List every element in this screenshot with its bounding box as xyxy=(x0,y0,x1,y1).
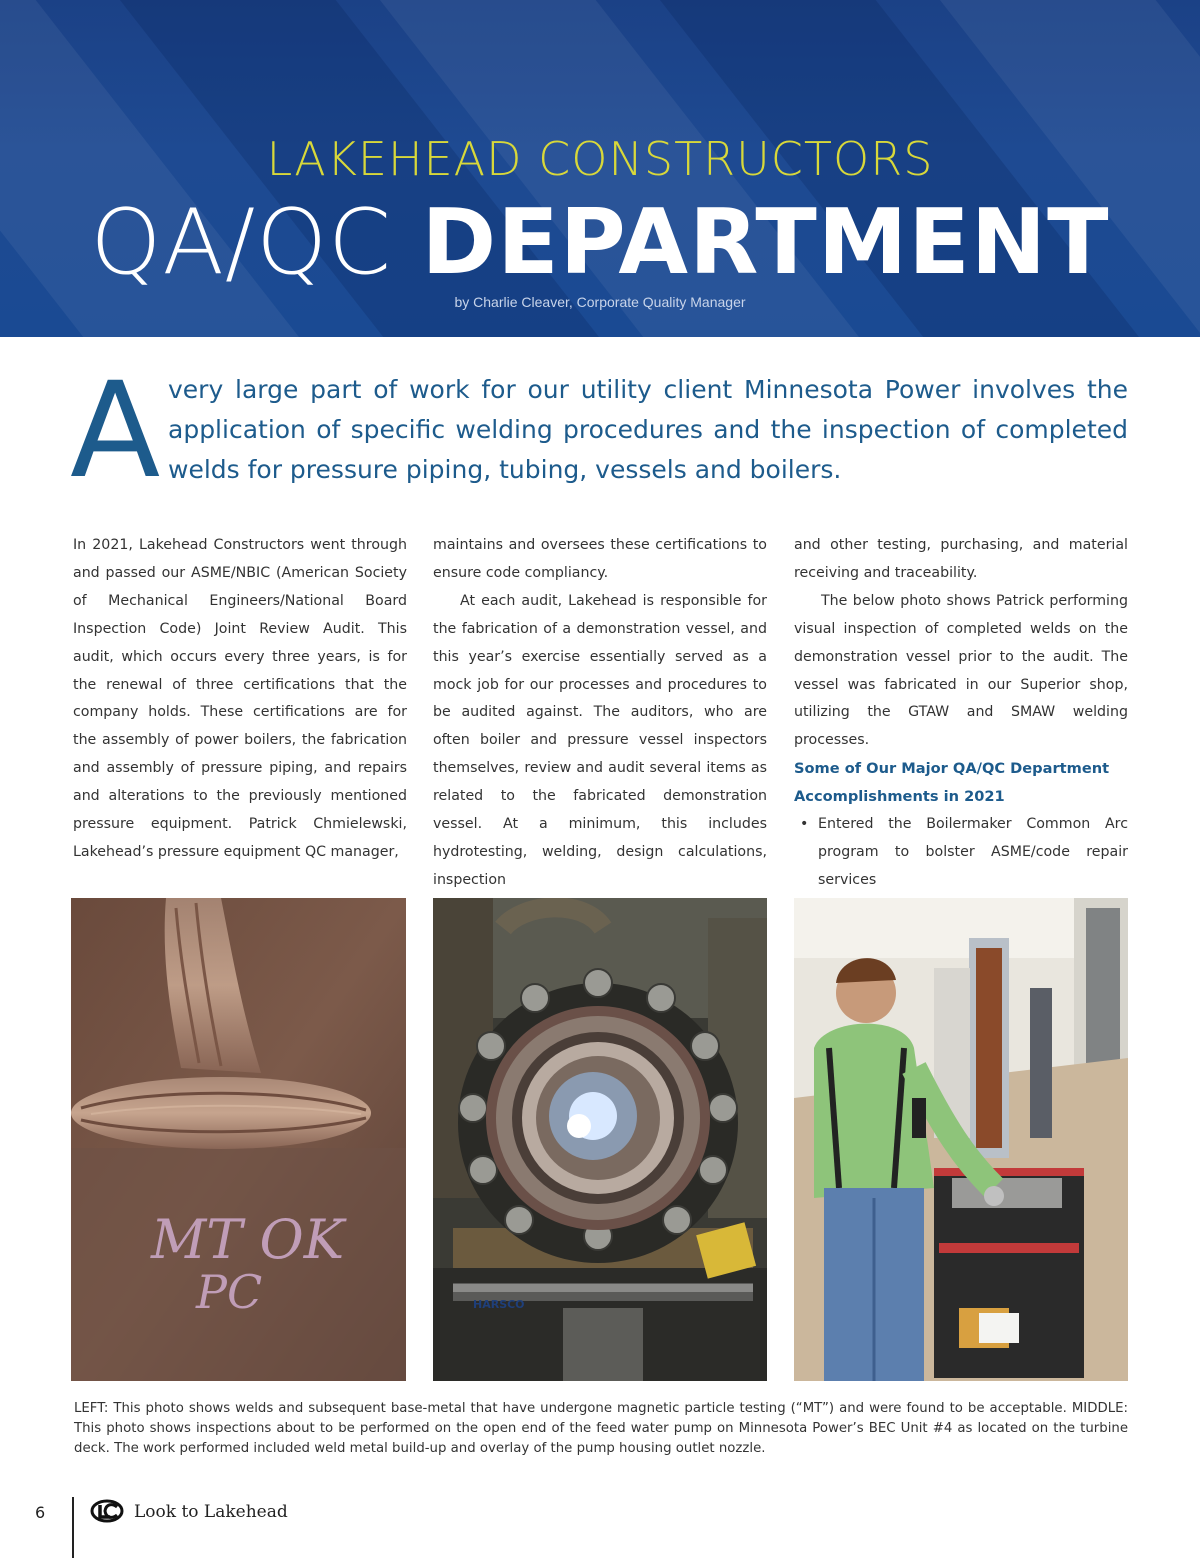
bullet-item xyxy=(794,811,1128,895)
lede-text: very large part of work for our utility client Minnesota Power involves the application of specific welding procedures and the inspection of completed welds for pressure piping, tubing, vessels and boilers. xyxy=(168,375,1128,484)
section-subheading: Some of Our Major QA/QC Department Accomplishments in 2021 xyxy=(794,760,1110,806)
body-paragraph: At each audit, Lakehead is responsible for the fabrication of a demonstration vessel, and this year’s exercise essentially served as a mock job for our processes and procedures to be audited against. The auditors, who are often boiler and pressure vessel inspectors themselves, review and audit several items as related to the fabricated demonstration vessel. At a minimum, this includes hydrotesting, welding, design calculations, inspection xyxy=(433,592,767,888)
title-part-2: DEPARTMENT xyxy=(421,190,1110,295)
photo-weld-mt-test xyxy=(71,898,406,1381)
header-banner xyxy=(0,0,1200,337)
article-kicker: LAKEHEAD CONSTRUCTORS xyxy=(266,132,934,186)
lede-paragraph xyxy=(70,354,1128,508)
lakehead-logo-icon xyxy=(90,1499,124,1523)
photo-patrick-inspection xyxy=(794,898,1128,1381)
body-paragraph: and other testing, purchasing, and material receiving and traceability. xyxy=(794,537,1128,581)
body-paragraph: In 2021, Lakehead Constructors went through and passed our ASME/NBIC (American Society of Mechanical Engineers/National Board Inspection Code) Joint Review Audit. This audit, which occurs every three years, is for the renewal of three certifications that the company holds. These certifications are for the assembly of power boilers, the fabrication and assembly of pressure piping, and repairs and alterations to the previously mentioned pressure equipment. Patrick Chmielewski, Lakehead’s pressure equipment QC manager, xyxy=(73,537,407,860)
body-column-1 xyxy=(73,532,407,867)
body-paragraph: The below photo shows Patrick performing visual inspection of completed welds on the demonstration vessel prior to the audit. The vessel was fabricated in our Superior shop, utilizing the GTAW and SMAW welding processes. xyxy=(794,592,1128,749)
title-part-1: QA/QC xyxy=(90,190,392,295)
photo-feed-water-pump xyxy=(433,898,767,1381)
page-footer xyxy=(0,1497,1200,1558)
bullet-text: Entered the Boilermaker Common Arc program to bolster ASME/code repair services xyxy=(818,816,1128,889)
chalk-mark-mt-ok: MT OK xyxy=(151,1208,345,1271)
body-column-2 xyxy=(433,532,767,895)
body-column-3 xyxy=(794,532,1128,895)
publication-name: Look to Lakehead xyxy=(134,1502,288,1522)
equipment-label: HARSCO xyxy=(473,1298,525,1311)
footer-divider xyxy=(72,1497,74,1558)
body-paragraph: maintains and oversees these certifications to ensure code compliancy. xyxy=(433,537,767,581)
byline: by Charlie Cleaver, Corporate Quality Manager xyxy=(454,294,746,310)
article-title xyxy=(0,190,1200,295)
photo-caption: LEFT: This photo shows welds and subsequent base-metal that have undergone magnetic particle testing (“MT”) and were found to be acceptable. MIDDLE: This photo shows inspections about to be performed on the open end of the feed water pump on Minnesota Power’s BEC Unit #4 as located on the turbine deck. The work performed included weld metal build-up and overlay of the pump housing outlet nozzle. xyxy=(74,1401,1128,1456)
drop-cap: A xyxy=(70,354,161,508)
page-number: 6 xyxy=(35,1503,46,1522)
chalk-mark-initials: PC xyxy=(196,1265,263,1319)
bullet-icon: • xyxy=(800,816,809,833)
